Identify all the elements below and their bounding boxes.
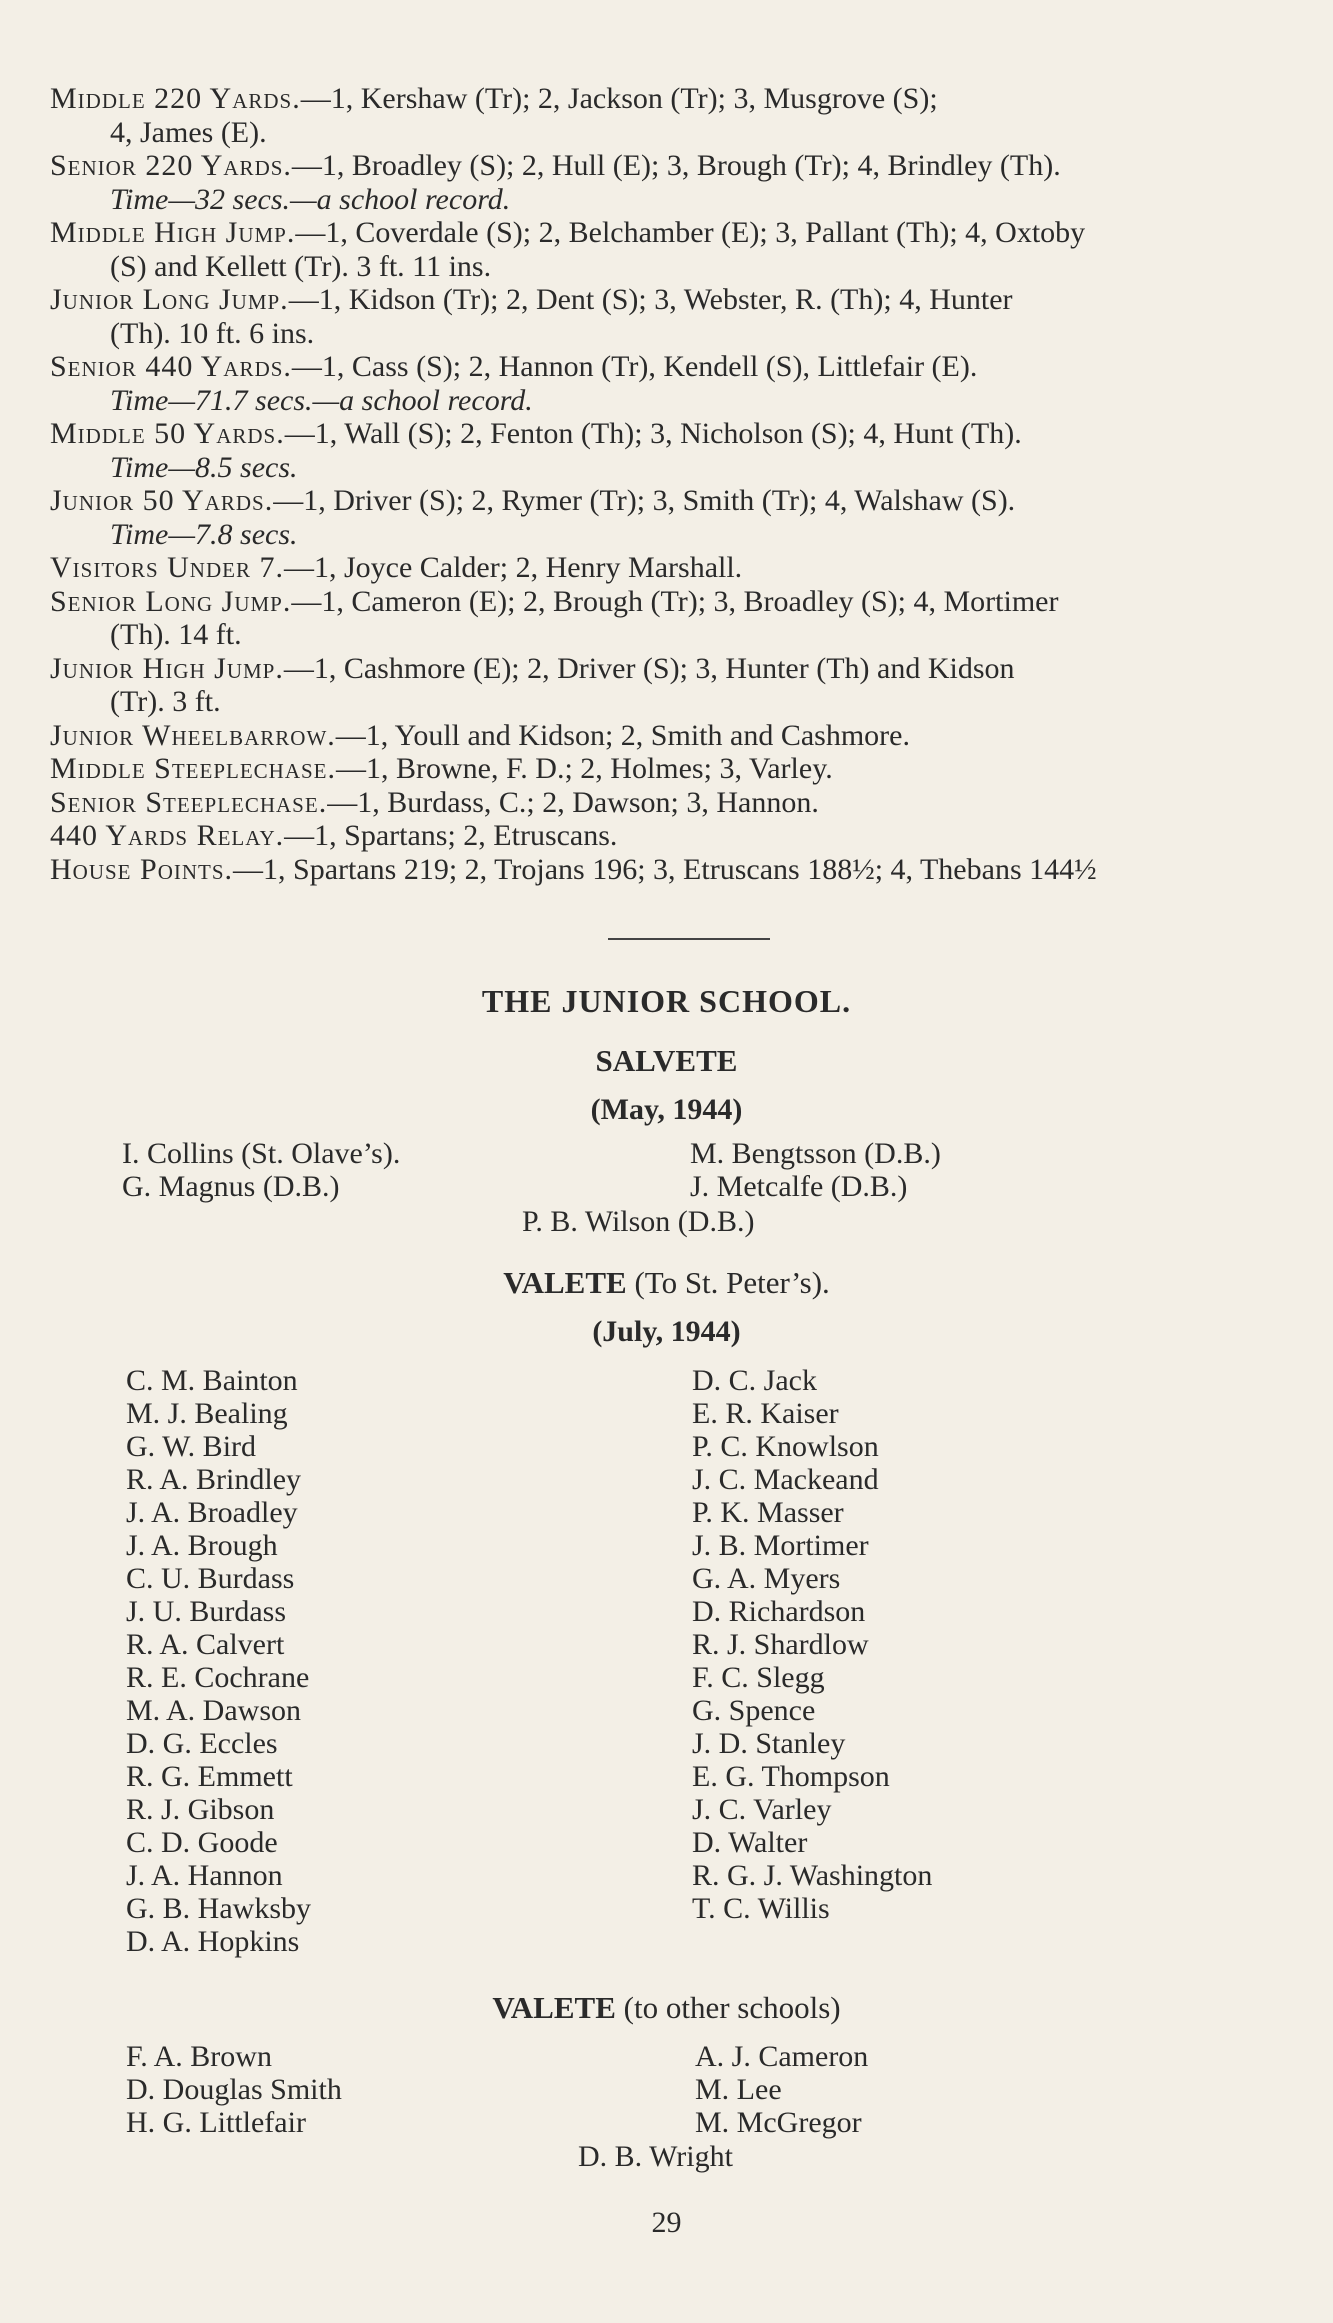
event-result: —1, Cameron (E); 2, Brough (Tr); 3, Broadley (S); 4, Mortimer xyxy=(291,584,1059,618)
event-result: —1, Coverdale (S); 2, Belchamber (E); 3, Pallant (Th); 4, Oxtoby xyxy=(295,216,1086,249)
valete-name: R. J. Shardlow xyxy=(692,1628,869,1661)
valete-name: M. A. Dawson xyxy=(126,1694,302,1727)
salvete-name: J. Metcalfe (D.B.) xyxy=(690,1170,908,1203)
event-result-continued: (Th). 10 ft. 6 ins. xyxy=(110,316,315,350)
event-time: Time—7.8 secs. xyxy=(110,517,298,551)
valete-other-name: A. J. Cameron xyxy=(695,2040,869,2073)
event-result: —1, Kershaw (Tr); 2, Jackson (Tr); 3, Musgrove (S); xyxy=(300,82,938,115)
valete-name: C. D. Goode xyxy=(126,1826,278,1859)
valete-name: J. U. Burdass xyxy=(126,1595,287,1628)
result-entry xyxy=(50,652,1290,719)
event-time: Time—71.7 secs.—a school record. xyxy=(110,383,533,417)
valete-other-name: F. A. Brown xyxy=(126,2040,272,2073)
valete-stpeters-sub: (To St. Peter’s). xyxy=(634,1265,830,1300)
result-entry xyxy=(50,417,1290,484)
valete-name: G. W. Bird xyxy=(126,1430,257,1463)
valete-name: E. R. Kaiser xyxy=(692,1397,839,1430)
event-name: Middle Steeplechase. xyxy=(50,752,337,785)
event-result: —1, Youll and Kidson; 2, Smith and Cashmore. xyxy=(335,718,910,752)
valete-name: R. A. Calvert xyxy=(126,1628,285,1661)
event-result: —1, Burdass, C.; 2, Dawson; 3, Hannon. xyxy=(327,785,819,819)
valete-name: D. A. Hopkins xyxy=(126,1925,300,1958)
event-name: Visitors Under 7. xyxy=(50,551,284,584)
event-result: —1, Cass (S); 2, Hannon (Tr), Kendell (S), Littlefair (E). xyxy=(291,350,978,383)
valete-name: C. M. Bainton xyxy=(126,1364,298,1397)
valete-name: R. A. Brindley xyxy=(126,1463,302,1496)
result-entry xyxy=(50,283,1290,350)
valete-name: R. E. Cochrane xyxy=(126,1661,310,1694)
event-result: —1, Cashmore (E); 2, Driver (S); 3, Hunter (Th) and Kidson xyxy=(283,651,1015,685)
event-result: —1, Browne, F. D.; 2, Holmes; 3, Varley. xyxy=(336,752,833,785)
valete-other-title: VALETE xyxy=(492,1990,616,2025)
event-result: —1, Joyce Calder; 2, Henry Marshall. xyxy=(283,551,743,584)
event-result-continued: (S) and Kellett (Tr). 3 ft. 11 ins. xyxy=(110,249,492,283)
event-name: House Points. xyxy=(50,852,234,886)
event-name: Junior Long Jump. xyxy=(50,283,289,316)
result-entry xyxy=(50,82,1290,149)
sports-results xyxy=(50,82,1290,886)
event-name: Middle High Jump. xyxy=(50,216,296,249)
section-divider xyxy=(608,938,770,940)
valete-stpeters-heading xyxy=(0,1265,1333,1301)
valete-other-name: M. McGregor xyxy=(695,2106,862,2139)
junior-school-title: THE JUNIOR SCHOOL. xyxy=(481,983,852,1019)
valete-name: M. J. Bealing xyxy=(126,1397,288,1430)
event-result-continued: (Tr). 3 ft. xyxy=(110,685,221,718)
valete-stpeters-right-column xyxy=(692,1364,932,1925)
salvete-date: (May, 1944) xyxy=(590,1093,743,1126)
result-entry xyxy=(50,149,1290,216)
event-name: Junior High Jump. xyxy=(50,651,284,685)
valete-name: J. D. Stanley xyxy=(692,1727,846,1760)
valete-name: R. G. J. Washington xyxy=(692,1859,933,1892)
result-entry xyxy=(50,216,1290,283)
valete-name: R. G. Emmett xyxy=(126,1760,293,1793)
valete-name: D. Richardson xyxy=(692,1595,866,1628)
valete-other-name: D. Douglas Smith xyxy=(126,2073,342,2106)
result-entry xyxy=(50,719,1290,753)
valete-other-sub: (to other schools) xyxy=(623,1990,841,2025)
valete-name: J. C. Mackeand xyxy=(692,1463,879,1496)
valete-name: G. Spence xyxy=(692,1694,816,1727)
salvete-name: M. Bengtsson (D.B.) xyxy=(690,1137,941,1170)
valete-stpeters-date: (July, 1944) xyxy=(592,1315,741,1348)
valete-other-heading xyxy=(0,1990,1333,2026)
valete-other-name: D. B. Wright xyxy=(578,2140,733,2173)
event-result: —1, Spartans 219; 2, Trojans 196; 3, Etruscans 188½; 4, Thebans 144½ xyxy=(233,852,1097,886)
event-result: —1, Broadley (S); 2, Hull (E); 3, Brough (Tr); 4, Brindley (Th). xyxy=(291,149,1061,182)
valete-stpeters-left-column xyxy=(126,1364,311,1958)
salvete-name: G. Magnus (D.B.) xyxy=(122,1170,340,1203)
event-result-continued: (Th). 14 ft. xyxy=(110,618,242,651)
event-result: —1, Spartans; 2, Etruscans. xyxy=(284,819,618,852)
result-entry xyxy=(50,484,1290,551)
valete-name: D. Walter xyxy=(692,1826,808,1859)
valete-name: G. B. Hawksby xyxy=(126,1892,311,1925)
valete-name: E. G. Thompson xyxy=(692,1760,890,1793)
valete-name: J. A. Hannon xyxy=(126,1859,283,1892)
event-name: Middle 50 Yards. xyxy=(50,417,285,450)
valete-name: C. U. Burdass xyxy=(126,1562,295,1595)
result-entry xyxy=(50,551,1290,585)
valete-name: J. A. Brough xyxy=(126,1529,278,1562)
valete-name: D. C. Jack xyxy=(692,1364,817,1397)
salvete-name: P. B. Wilson (D.B.) xyxy=(522,1205,755,1238)
event-result: —1, Kidson (Tr); 2, Dent (S); 3, Webster, R. (Th); 4, Hunter xyxy=(288,283,1013,316)
valete-name: D. G. Eccles xyxy=(126,1727,278,1760)
event-name: Junior Wheelbarrow. xyxy=(50,718,336,752)
result-entry xyxy=(50,819,1290,853)
event-name: Senior Steeplechase. xyxy=(50,785,328,819)
event-name: Senior 440 Yards. xyxy=(50,350,292,383)
result-entry xyxy=(50,853,1290,887)
event-result-continued: 4, James (E). xyxy=(110,115,267,149)
valete-name: J. A. Broadley xyxy=(126,1496,298,1529)
result-entry xyxy=(50,752,1290,786)
result-entry xyxy=(50,350,1290,417)
event-result: —1, Wall (S); 2, Fenton (Th); 3, Nicholson (S); 4, Hunt (Th). xyxy=(284,417,1022,450)
valete-name: G. A. Myers xyxy=(692,1562,841,1595)
result-entry xyxy=(50,786,1290,820)
valete-name: P. C. Knowlson xyxy=(692,1430,879,1463)
valete-name: J. C. Varley xyxy=(692,1793,832,1826)
event-name: Junior 50 Yards. xyxy=(50,484,274,517)
valete-name: R. J. Gibson xyxy=(126,1793,275,1826)
valete-name: F. C. Slegg xyxy=(692,1661,825,1694)
event-name: Middle 220 Yards. xyxy=(50,82,301,115)
valete-other-name: H. G. Littlefair xyxy=(126,2106,306,2139)
result-entry xyxy=(50,585,1290,652)
valete-other-name: M. Lee xyxy=(695,2073,782,2106)
page-number: 29 xyxy=(651,2206,682,2239)
salvete-heading: SALVETE xyxy=(595,1043,738,1078)
valete-stpeters-title: VALETE xyxy=(503,1265,627,1300)
event-result: —1, Driver (S); 2, Rymer (Tr); 3, Smith (Tr); 4, Walshaw (S). xyxy=(273,484,1016,517)
event-time: Time—32 secs.—a school record. xyxy=(110,182,511,216)
valete-other-right-column xyxy=(695,2040,868,2139)
valete-name: T. C. Willis xyxy=(692,1892,830,1925)
valete-name: J. B. Mortimer xyxy=(692,1529,869,1562)
event-time: Time—8.5 secs. xyxy=(110,450,298,484)
valete-name: P. K. Masser xyxy=(692,1496,844,1529)
valete-other-left-column xyxy=(126,2040,342,2139)
event-name: 440 Yards Relay. xyxy=(50,819,285,852)
event-name: Senior 220 Yards. xyxy=(50,149,292,182)
event-name: Senior Long Jump. xyxy=(50,584,292,618)
salvete-name: I. Collins (St. Olave’s). xyxy=(122,1137,401,1170)
